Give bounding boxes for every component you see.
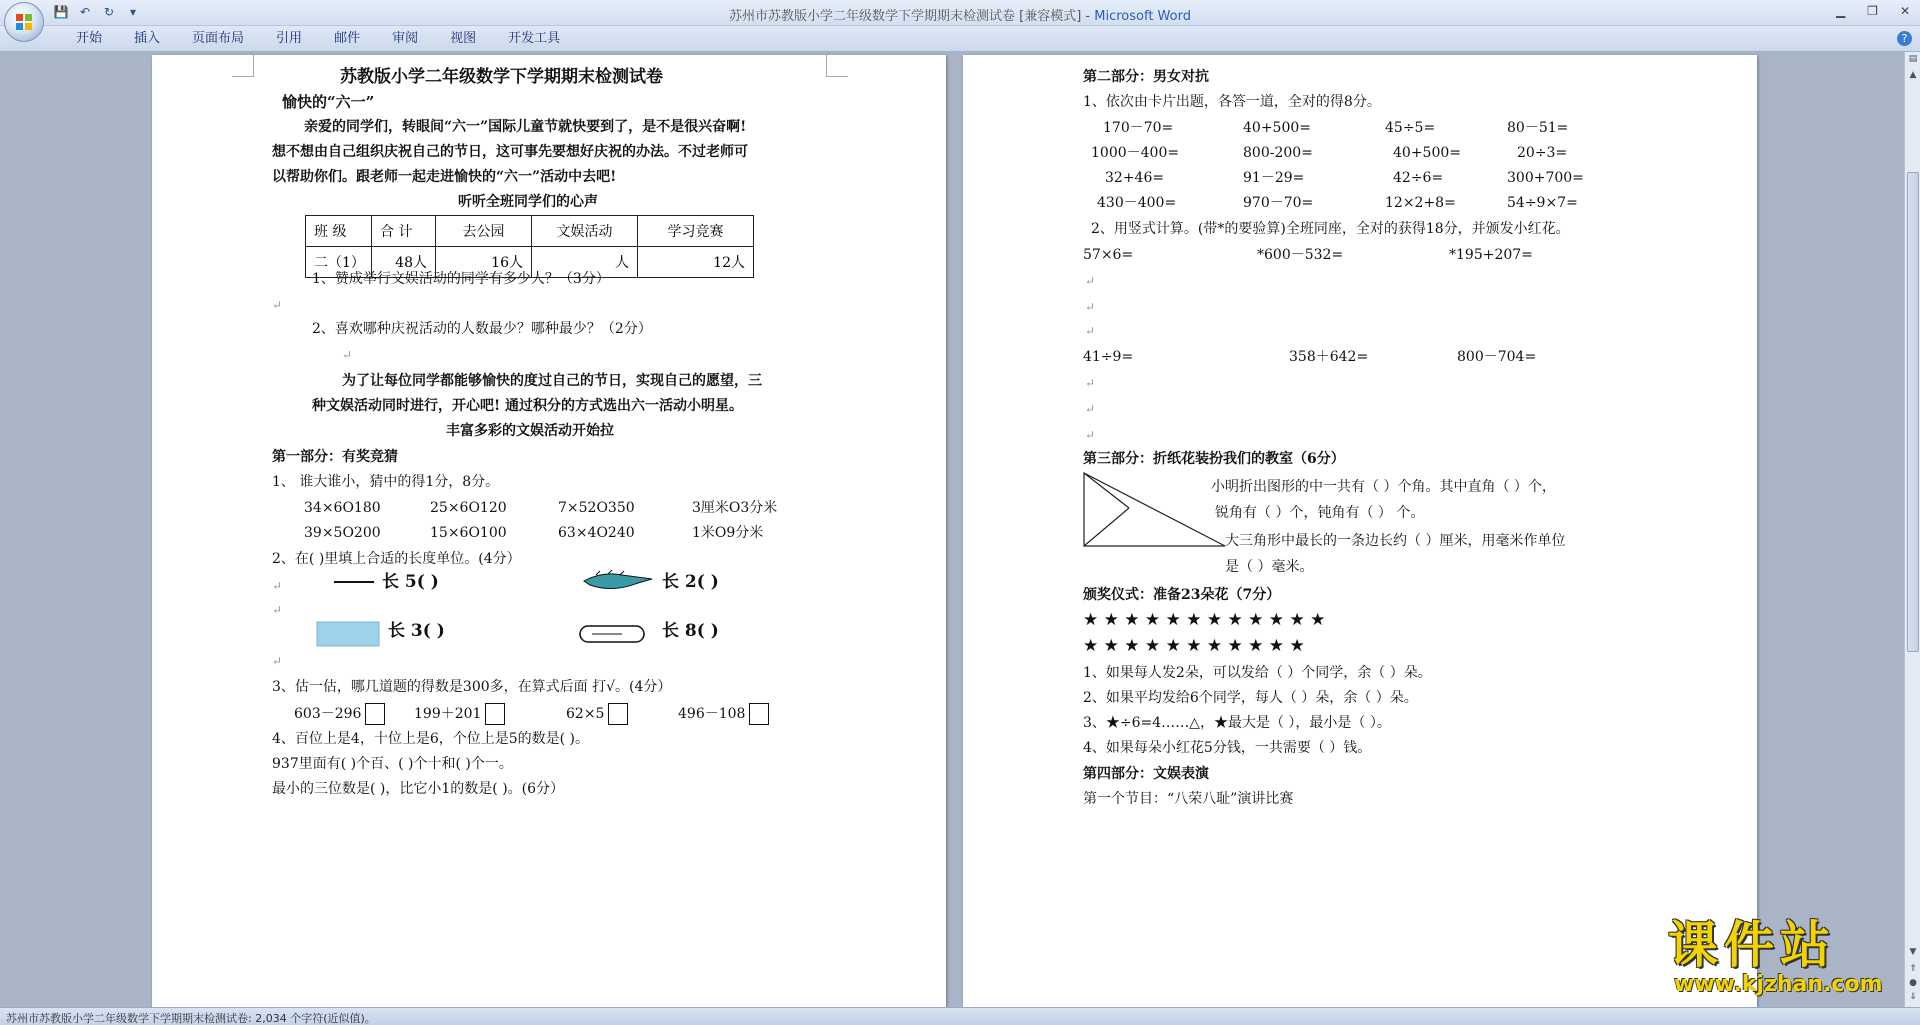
compare-item: 7×52O350: [558, 500, 635, 516]
calc-item: 12×2+8=: [1385, 195, 1456, 211]
tab-review[interactable]: 审阅: [392, 31, 419, 46]
part2-question-1: 1、依次由卡片出题，各答一道，全对的得8分。: [1083, 94, 1381, 110]
answer-box[interactable]: [365, 703, 385, 725]
part1-question-4: 4、百位上是4，十位上是6，个位上是5的数是( )。: [272, 731, 590, 747]
table-cell: 16人: [436, 247, 532, 278]
vertical-item: *600－532=: [1257, 247, 1344, 263]
triangle-question: 小明折出图形的中一共有（ ）个角。其中直角（ ）个，: [1211, 479, 1556, 495]
stars-row: ★ ★ ★ ★ ★ ★ ★ ★ ★ ★ ★: [1083, 636, 1305, 656]
award-question: 1、如果每人发2朵，可以发给（ ）个同学，余（ ）朵。: [1083, 665, 1432, 681]
part1-question-3: 3、估一估，哪几道题的得数是300多，在算式后面 打√。(4分）: [272, 679, 672, 695]
compare-item: 3厘米O3分米: [692, 500, 778, 516]
compare-item: 39×5O200: [304, 525, 381, 541]
stick-icon: [332, 575, 376, 589]
intro-line: 想不想由自己组织庆祝自己的节日，这可事先要想好庆祝的办法。不过老师可: [272, 144, 748, 160]
award-question: 3、★÷6=4……△，★最大是（ ），最小是（ ）。: [1083, 715, 1391, 731]
tab-developer[interactable]: 开发工具: [508, 31, 561, 46]
length-item: 长 5( ): [382, 572, 439, 592]
calc-item: 42÷6=: [1393, 170, 1444, 186]
kjzhan-watermark-logo: [1668, 918, 1908, 998]
show-item: 第一个节目：“八荣八耻”演讲比赛: [1083, 791, 1294, 807]
question-2: 2、喜欢哪种庆祝活动的人数最少？哪种最少？（2分）: [312, 321, 652, 337]
calc-item: 800-200=: [1243, 145, 1313, 161]
calc-item: 1000－400=: [1091, 145, 1180, 161]
calc-item: 91－29=: [1243, 170, 1305, 186]
triangle-question: 是（ ）毫米。: [1225, 559, 1314, 575]
watermark-brand: 课件站: [1668, 916, 1836, 974]
customize-qat-icon[interactable]: ▾: [129, 5, 137, 19]
office-logo-icon: [15, 13, 33, 31]
paragraph-mark: ↵: [1085, 300, 1096, 314]
question-1: 1、赞成举行文娱活动的同学有多少人？（3分）: [312, 271, 610, 287]
section-title: 丰富多彩的文娱活动开始拉: [446, 423, 614, 439]
maximize-icon[interactable]: ❐: [1867, 4, 1878, 18]
compare-item: 25×6O120: [430, 500, 507, 516]
compare-item: 1米O9分米: [692, 525, 764, 541]
doc-title: 苏教版小学二年级数学下学期期末检测试卷: [340, 67, 663, 87]
pencil-case-icon: [578, 623, 648, 645]
award-question: 2、如果平均发给6个同学，每人（ ）朵，余（ ）朵。: [1083, 690, 1418, 706]
vertical-scrollbar[interactable]: [1904, 52, 1920, 1007]
title-bar: [0, 0, 1920, 26]
tab-home[interactable]: 开始: [76, 31, 103, 46]
compare-item: 63×4O240: [558, 525, 635, 541]
estimate-expr: 62×5: [566, 706, 605, 722]
scroll-thumb[interactable]: [1907, 172, 1919, 652]
estimate-expr: 496－108: [678, 706, 746, 722]
triangle-question: 锐角有（ ）个，钝角有（ ） 个。: [1215, 505, 1425, 521]
paragraph-mark: ↵: [1085, 324, 1096, 338]
select-browse-object-icon[interactable]: ●: [1909, 978, 1917, 988]
vertical-item: 41÷9=: [1083, 349, 1134, 365]
table-cell: 12人: [638, 247, 754, 278]
minimize-icon[interactable]: ▁: [1835, 4, 1846, 18]
tab-mailings[interactable]: 邮件: [334, 31, 361, 46]
tab-insert[interactable]: 插入: [134, 31, 161, 46]
document-workspace: [0, 52, 1904, 1007]
part1-heading: 第一部分：有奖竞猜: [272, 449, 398, 465]
vertical-item: 800－704=: [1457, 349, 1537, 365]
activity-paragraph: 为了让每位同学都能够愉快的度过自己的节日，实现自己的愿望，三: [342, 373, 762, 389]
calc-item: 430－400=: [1097, 195, 1177, 211]
vertical-item: *195+207=: [1449, 247, 1533, 263]
office-button[interactable]: [4, 2, 44, 42]
part1-question-1: 1、 谁大谁小，猜中的得1分，8分。: [272, 474, 500, 490]
survey-title: 听听全班同学们的心声: [458, 194, 598, 210]
activity-paragraph: 种文娱活动同时进行，开心吧! 通过积分的方式选出六一活动小明星。: [312, 398, 744, 414]
tab-page-layout[interactable]: 页面布局: [192, 31, 245, 46]
blue-card-icon: [316, 621, 380, 647]
answer-box[interactable]: [749, 703, 769, 725]
award-question: 4、如果每朵小红花5分钱，一共需要（ ）钱。: [1083, 740, 1372, 756]
margin-mark: [232, 55, 254, 77]
ruler-toggle-icon[interactable]: ▤: [1908, 54, 1918, 64]
table-cell: 学习竞赛: [638, 216, 754, 247]
paragraph-mark: ↵: [1085, 428, 1096, 442]
window-title: [0, 5, 1920, 24]
doc-subtitle: 愉快的“六一”: [282, 93, 375, 111]
calc-item: 170－70=: [1103, 120, 1174, 136]
award-heading: 颁奖仪式：准备23朵花（7分）: [1083, 587, 1281, 603]
intro-line: 以帮助你们。跟老师一起走进愉快的“六一”活动中去吧!: [272, 169, 617, 185]
watermark-url: www.kjzhan.com: [1674, 972, 1883, 997]
scroll-down-icon[interactable]: ▼: [1909, 947, 1917, 957]
ribbon-tabs: [0, 26, 1920, 52]
part4-heading: 第四部分：文娱表演: [1083, 766, 1209, 782]
question-line: 937里面有( )个百、( )个十和( )个一。: [272, 756, 513, 772]
crocodile-icon: [582, 567, 656, 595]
window-controls: [1836, 4, 1910, 18]
folded-triangle-diagram: [1083, 472, 1227, 548]
vertical-item: 358＋642=: [1289, 349, 1369, 365]
paragraph-mark: ↵: [272, 654, 283, 668]
app-name: Microsoft Word: [1094, 9, 1191, 24]
page-right[interactable]: [963, 55, 1757, 1007]
vertical-item: 57×6=: [1083, 247, 1134, 263]
length-item: 长 3( ): [388, 621, 445, 641]
calc-item: 970－70=: [1243, 195, 1314, 211]
undo-icon[interactable]: ↶: [79, 5, 91, 19]
table-cell: 合 计: [372, 216, 436, 247]
scroll-up-icon[interactable]: ▲: [1909, 70, 1917, 80]
part2-question-2: 2、用竖式计算。(带*的要验算)全班同座，全对的获得18分，并颁发小红花。: [1091, 221, 1570, 237]
length-item: 长 8( ): [662, 621, 719, 641]
table-cell: 48人: [372, 247, 436, 278]
table-cell: 二（1）: [306, 247, 372, 278]
close-icon[interactable]: ✕: [1899, 4, 1910, 18]
table-cell: 班 级: [306, 216, 372, 247]
compare-item: 15×6O100: [430, 525, 507, 541]
status-text: 苏州市苏教版小学二年级数学下学期期末检测试卷: 2,034 个字符(近似值)。: [6, 1012, 376, 1025]
next-page-icon[interactable]: ⇓: [1909, 992, 1917, 1002]
question-line: 最小的三位数是( )，比它小1的数是( )。(6分）: [272, 781, 565, 797]
calc-item: 300+700=: [1507, 170, 1584, 186]
estimate-expr: 603－296: [294, 706, 362, 722]
calc-item: 40+500=: [1393, 145, 1461, 161]
calc-item: 20÷3=: [1517, 145, 1568, 161]
table-row: [306, 216, 754, 247]
estimate-item: [414, 703, 505, 725]
compare-item: 34×6O180: [304, 500, 381, 516]
redo-icon[interactable]: ↻: [103, 5, 115, 19]
status-bar: [0, 1007, 1920, 1025]
calc-item: 45÷5=: [1385, 120, 1436, 136]
calc-item: 40+500=: [1243, 120, 1311, 136]
paragraph-mark: ↵: [272, 298, 283, 312]
document-title: 苏州市苏教版小学二年级数学下学期期末检测试卷 [兼容模式] -: [729, 9, 1095, 24]
calc-item: 80－51=: [1507, 120, 1569, 136]
estimate-item: [566, 703, 628, 725]
length-item: 长 2( ): [662, 572, 719, 592]
calc-item: 54÷9×7=: [1507, 195, 1578, 211]
answer-box[interactable]: [608, 703, 628, 725]
calc-item: 32+46=: [1105, 170, 1165, 186]
intro-line: 亲爱的同学们，转眼间“六一”国际儿童节就快要到了，是不是很兴奋啊!: [304, 119, 747, 135]
table-cell: 人: [532, 247, 638, 278]
table-cell: 去公园: [436, 216, 532, 247]
margin-mark: [826, 55, 848, 77]
paragraph-mark: ↵: [1085, 274, 1096, 288]
paragraph-mark: ↵: [272, 603, 283, 617]
table-cell: 文娱活动: [532, 216, 638, 247]
stars-row: ★ ★ ★ ★ ★ ★ ★ ★ ★ ★ ★ ★: [1083, 610, 1326, 630]
paragraph-mark: ↵: [1085, 376, 1096, 390]
prev-page-icon[interactable]: ⇑: [1909, 964, 1917, 974]
tab-view[interactable]: 视图: [450, 31, 477, 46]
help-icon[interactable]: ?: [1897, 31, 1912, 46]
paragraph-mark: ↵: [1085, 402, 1096, 416]
page-left[interactable]: [152, 55, 946, 1007]
answer-box[interactable]: [485, 703, 505, 725]
estimate-item: [294, 703, 385, 725]
save-icon[interactable]: 💾: [53, 5, 69, 19]
part2-heading: 第二部分：男女对抗: [1083, 69, 1209, 85]
triangle-question: 大三角形中最长的一条边长约（ ）厘米，用毫米作单位: [1225, 533, 1566, 549]
estimate-expr: 199＋201: [414, 706, 482, 722]
paragraph-mark: ↵: [342, 348, 353, 362]
part3-heading: 第三部分：折纸花装扮我们的教室（6分）: [1083, 451, 1345, 467]
tab-references[interactable]: 引用: [276, 31, 303, 46]
estimate-item: [678, 703, 769, 725]
paragraph-mark: ↵: [272, 579, 283, 593]
part1-question-2: 2、在( )里填上合适的长度单位。(4分）: [272, 551, 521, 567]
